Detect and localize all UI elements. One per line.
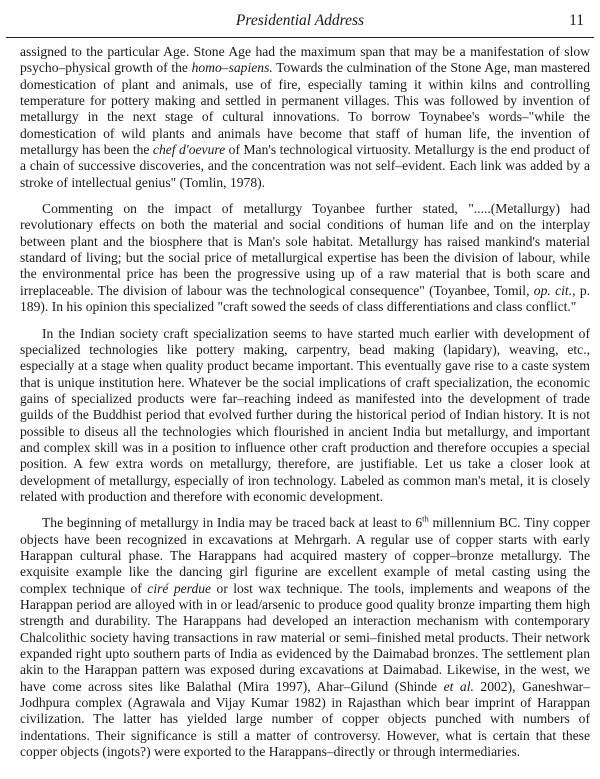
italic-text: chef d'oevure bbox=[152, 142, 226, 158]
text-run: In the Indian society craft specialization seems to have started much earlier with development of specialized technologies like pottery making, carpentry, bead making (lapidary), weaving, etc., especially at a stage when quality product became important. This eventually gave rise to a caste system that is unique institution here. Whatever be the social implications of craft specialization, the economic gains of specialized products were far–reaching indeed as manifested into the development of trade guilds of the Buddhist period that evolved further during the historical period of Indian history. It is not possible to diseus all the technologies which flourished in ancient India but metallurgy, and important and complex skill was in a position to influence other craft production and therefore occupies a special position. A few extra words on metallurgy, therefore, are justifiable. Let us take a closer look at development of metallurgy, especially of iron technology. Labeled as common man's metal, it is closely related with production and therefore with economic development. bbox=[20, 325, 590, 504]
italic-text: homo–sapiens. bbox=[191, 60, 273, 76]
header-title: Presidential Address bbox=[235, 12, 365, 29]
page-number: 11 bbox=[569, 12, 584, 29]
text-run: millennium BC. Tiny copper objects have been recognized in excavations at Mehrgarh. A regular use of copper starts with early Harappan cultural phase. The Harappans had acquired mastery of copper–bronze metallurgy. The exquisite example like the dancing girl figurine are excellent example of metal casting using the complex technique of bbox=[20, 515, 590, 596]
paragraph bbox=[20, 201, 590, 315]
text-run: or lost wax technique. The tools, implements and weapons of the Harappan period are alloyed with in or lead/arsenic to produce good quality bronze imparting them high strength and durability. The Harappans had developed an interaction mechanism with contemporary Chalcolithic society having transactions in raw material or semi–finished metal products. Their network expanded right upto southern parts of India as evidenced by the Daimabad bronzes. The settlement plan akin to the Harappan pattern was exposed during excavations at Daimabad. Likewise, in the west, we have come across sites like Balathal (Mira 1997), Ahar–Gilund (Shinde bbox=[20, 580, 590, 694]
italic-text: ciré perdue bbox=[147, 580, 212, 596]
text-run: 2002), Ganeshwar–Jodhpura complex (Agrawala and Vijay Kumar 1982) in Rajasthan which bear imprint of Harappan civilization. The latter has yielded large number of copper objects punched with numbers of indentations. Their significance is still a matter of controversy. However, what is certain that these copper objects (ingots?) were exported to the Harappans–directly or through intermediaries. bbox=[20, 678, 591, 760]
text-run: The beginning of metallurgy in India may be traced back at least to 6 bbox=[42, 515, 423, 531]
paragraph bbox=[20, 44, 590, 191]
paragraph bbox=[20, 515, 590, 760]
superscript-text: th bbox=[422, 513, 429, 524]
italic-text: op. cit., bbox=[533, 282, 576, 298]
text-run: Towards the culmination of the Stone Age, man mastered domestication of plant and animals, use of fire, especially taming it within kilns and controlling temperature for pottery making and settled in permanent villages. This was followed by invention of metallurgy in the next stage of cultural innovations. To borrow Toynabee's words–"while the domestication of wild plants and animals have become that staff of human life, the invention of metallurgy has been the bbox=[20, 60, 590, 158]
text-run: assigned to the particular Age. Stone Age had the maximum span that may be a manifestation of slow psycho–physical growth of the bbox=[20, 44, 590, 76]
text-run: p. 189). In his opinion this specialized "craft sowed the seeds of class differentiations and class conflict." bbox=[20, 282, 591, 315]
text-run: Commenting on the impact of metallurgy Toyanbee further stated, ".....(Metallurgy) had revolutionary effects on both the material and social conditions of human life and on the interplay between plant and the biosphere that is Man's sole habitat. Metallurgy has raised mankind's material standard of living; but the social price of metallurgical expertise has been the division of labour, while the environmental price has been the progressive using up of a raw material that is both scare and irreplaceable. The division of labour was the technological consequence" (Toyanbee, Tomil, bbox=[20, 201, 590, 298]
italic-text: et al. bbox=[443, 678, 474, 694]
body-text bbox=[20, 44, 590, 770]
header-rule bbox=[6, 37, 594, 38]
running-header bbox=[0, 12, 600, 34]
text-run: of Man's technological virtuosity. Metallurgy is the end product of a chain of successive discoveries, and the concentration was not self–evident. Each link was added by a stroke of intellectual genius" (Tomlin, 1978). bbox=[20, 142, 590, 190]
paragraph bbox=[20, 326, 590, 506]
